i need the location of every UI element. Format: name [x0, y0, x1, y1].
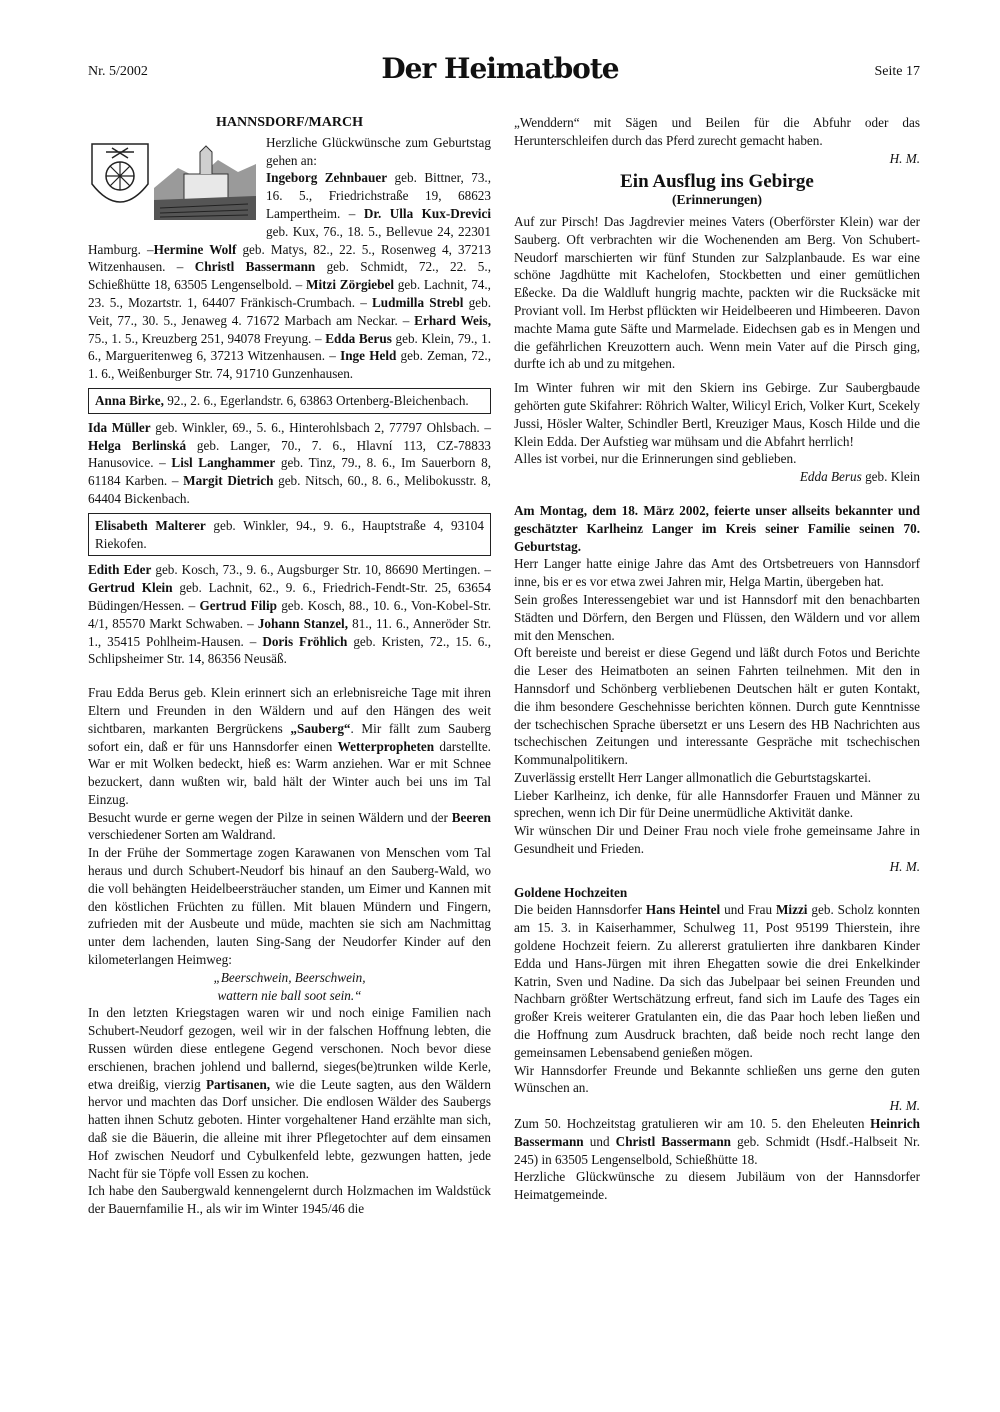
entry-text: darstellte. War er mit Wolken bedeckt, hieß es: Warm anziehen. War er mit Schnee bezuckert, dann wußten wir, bald hält der Winter auch bei uns im Tal Einzug. [88, 738, 491, 807]
birthday-paragraph-3: Oft bereiste und bereist er diese Gegend und läßt durch Fotos und Berichte die Leser des Heimatboten an seinen Fahrten teilnehmen. Mit den in Hannsdorf und Schönberg verbliebenen Deutschen hält er guten Kontakt, die ihm besondere Geschehnisse berichten können. Durch gute Kenntnisse der tschechischen Sprache übersetzt er uns Lesern des HB Nachrichten aus tschechischen Zeitungen und interessante Gespräche mit tschechischen Kommunalpolitikern. [514, 645, 920, 768]
entry-text: geb. Kux, 76., 18. 5., Bellevue 24, 22301 Hamburg. – [88, 223, 491, 257]
person-name: Heinrich Bassermann [514, 1116, 920, 1149]
entry-text: 92., 2. 6., Egerlandstr. 6, 63863 Ortenberg-Bleichenbach. [163, 392, 469, 408]
signature-hm-2: H. M. [889, 858, 920, 874]
masthead: Der Heimatbote [381, 52, 619, 85]
entry-text: wie die Leute sagten, aus den Wäldern hervor und machten das Dorf unsicher. Die endlosen Wälder des Saubergs hatten ihnen Schutz geboten. Hinter vorgehaltener Hand erzählte man sich, daß sie die Bäuerin, die alleine mit ihrer Pflegetochter auf dem einsamen Hof zwischen Neudorf und Cybulkenfeld lebte, gezwungen hatten, jede Nacht für sie Töpfe voll Essen zu kochen. [88, 1076, 491, 1181]
issue-number: Nr. 5/2002 [88, 64, 148, 79]
story-paragraph-3: In der Frühe der Sommertage zogen Karawanen von Menschen vom Tal heraus und durch Schubert-Neudorf bis hinauf an den Sauberg-Wald, wo die voll behängten Heidelbeersträucher standen, um Eimer und Kannen mit den köstlichen Früchten zu füllen. Mit blauen Mündern und Fingern, zufrieden mit der Ausbeute und müde, machten sie sich am Nachmittag unter dem lachenden, lauten Sing-Sang der Neudorfer Kinder auf den kilometerlangen Heimweg: [88, 845, 491, 968]
birthday-paragraph-6: Wir wünschen Dir und Deiner Frau noch viele frohe gemeinsame Jahre in Gesundheit und Frieden. [514, 823, 920, 857]
entry-text: verschiedener Sorten am Waldrand. [88, 827, 276, 843]
person-name: Gertrud Filip [199, 597, 277, 613]
gold-paragraph-2: Wir Hannsdorfer Freunde und Bekannte schließen uns gerne den guten Wünschen an. [514, 1062, 920, 1096]
person-name: Christl Bassermann [194, 259, 316, 275]
entry-text: geb. Kosch, 88., 10. 6., Von-Kobel-Str. 4/1, 85570 Markt Schwaben. – [88, 597, 491, 631]
entry-text: geb. Winkler, 94., 9. 6., Hauptstraße 4, 93104 Riekofen. [95, 517, 484, 551]
person-name: Ingeborg Zehnbauer [266, 170, 388, 186]
birthday-list-2 [88, 419, 491, 508]
trip-title: Ein Ausflug ins Gebirge [620, 171, 814, 193]
verse-line-1: „Beerschwein, Beerschwein, [213, 969, 366, 985]
entry-text: geb. Schmidt (Hsdf.-Halbseit Nr. 245) in 63505 Lengenselbold, Schießhütte 18. [514, 1133, 920, 1167]
person-name: Beeren [451, 809, 491, 825]
person-name: Ludmilla Strebl [372, 294, 464, 310]
entry-text: geb. Kristen, 72., 15. 6., Schlipsheimer Str. 14, 86356 Neusäß. [88, 633, 491, 667]
person-name: Erhard Weis, [414, 312, 491, 328]
intro-text: Herzliche Glückwünsche zum Geburtstag gehen an: [266, 134, 491, 168]
entry-text: Zum 50. Hochzeitstag gratulieren wir am 10. 5. den Eheleuten [514, 1116, 871, 1132]
gold-paragraph-1 [514, 901, 920, 1061]
person-name: Johann Stanzel, [257, 615, 349, 631]
story-paragraph-2 [88, 809, 491, 845]
entry-text: geb. Winkler, 69., 5. 6., Hinterohlsbach 2, 77797 Ohlsbach. – [150, 419, 491, 435]
signature-hm-1: H. M. [889, 150, 920, 166]
entry-text: und Frau [720, 902, 776, 918]
trip-paragraph-1: Auf zur Pirsch! Das Jagdrevier meines Vaters (Oberförster Klein) war der Sauberg. Oft verbrachten wir die Wochenenden am Berg. Von Schubert-Neudorf marschierten wir fünf Stunden zur Salzplanbaude. Es war eine schöne Jagdhütte mit Kachelofen, Stockbetten und einer gemütlichen Eßecke. Da die Waldluft hungrig machte, packten wir die Rucksäcke mit Proviant voll. Im Herbst pflückten wir Heidelbeeren und Himbeeren. Davon machte Mama gute Säfte und Marmelade. Eidechsen gab es in Mengen und die gefährlichen Kreuzottern auch. Wenn mein Vater auf die Pirsch ging, durfte ich ab und zu mitgehen. [514, 213, 920, 372]
entry-text: Frau Edda Berus geb. Klein erinnert sich an erlebnisreiche Tage mit ihren Eltern und Freunden in den Wäldern und auf den Hängen des weit sichtbaren, markanten Bergrückens [88, 685, 491, 736]
signature-hm-3: H. M. [889, 1098, 920, 1114]
trip-signature: Edda Berus geb. Klein [799, 469, 920, 485]
entry-text: geb. Nitsch, 60., 8. 6., Melibokusstr. 8, 64404 Bickenbach. [88, 473, 491, 506]
entry-text: geb. Matys, 82., 22. 5., Rosenweg 4, 37213 Witzenhausen. – [88, 241, 491, 275]
trip-paragraph-2: Im Winter fuhren wir mit den Skiern ins Gebirge. Zur Saubergbaude gehörten gute Skifahrer: Röhrich Walter, Wilicyl Erich, Volker Kurt, Scekely Jussi, Hösler Walter, Schindler Bertl, Kreuziger Maus, Kosch Hilde und die Klein Edda. Der Aufstieg war mühsam und die Abfahrt herrlich! [514, 380, 920, 449]
story-paragraph-1 [88, 684, 491, 809]
entry-text: und [583, 1133, 616, 1149]
verse-line-2: wattern nie ball soot sein.“ [217, 987, 362, 1003]
entry-text: geb. Zeman, 72., 1. 6., Weißenburger Str. 74, 91710 Gunzenhausen. [88, 348, 492, 382]
highlight-box-malterer [88, 513, 491, 557]
entry-text: geb. Lachnit, 74., 23. 5., Mozartstr. 1, 64407 Fränkisch-Crumbach. – [88, 277, 491, 310]
trip-paragraph-3: Alles ist vorbei, nur die Erinnerungen sind geblieben. [514, 451, 797, 467]
birthday-paragraph-5: Lieber Karlheinz, ich denke, für alle Hannsdorfer Frauen und Männer zu sprechen, wenn ich Dir für Deine unermüdliche Aktivität danke. [514, 787, 920, 821]
entry-text: 81., 11. 6., Anneröder Str. 1., 35415 Pohlheim-Hausen. – [88, 615, 491, 649]
person-name: Partisanen, [206, 1076, 271, 1092]
left-column [88, 114, 491, 1218]
person-name: Hans Heintel [645, 902, 721, 918]
entry-text: geb. Scholz konnten am 15. 3. in Kaiserhammer, Schulweg 11, Post 95199 Thierstein, ihre goldene Hochzeit feiern. Zu allererst gratulierten ihre dankbaren Kinder Edda und Hans-Jürgen mit ihren Ehegatten sowie die drei Enkelkinder Katrin, Sven und Nadine. Da sich das Jubelpaar bei seinen Freunden und Nachbarn größter Wertschätzung erfreut, fand sich im Laufe des Tages ein großer Kreis weiterer Gratulanten ein, die das Paar hoch leben ließen und die Hoffnung zum Ausdruck brachten, daß beide noch recht lange den gemeinsamen Lebensabend genießen mögen. [514, 902, 920, 1060]
story-paragraph-5: Ich habe den Saubergwald kennengelernt durch Holzmachen im Waldstück der Bauernfamilie H., als wir im Winter 1945/46 die [88, 1183, 491, 1217]
entry-text: geb. Tinz, 79., 8. 6., Im Sauerborn 8, 61184 Karben. – [88, 455, 491, 489]
person-name: Helga Berlinská [88, 437, 187, 453]
person-name: Gertrud Klein [88, 580, 173, 596]
entry-text: geb. Kosch, 73., 9. 6., Augsburger Str. 10, 86690 Mertingen. – [151, 562, 491, 578]
section-title: HANNSDORF/MARCH [216, 115, 363, 130]
person-name: Mitzi Zörgiebel [306, 277, 395, 293]
page-number: Seite 17 [874, 64, 920, 79]
person-name: Inge Held [340, 348, 397, 364]
birthday-headline: Am Montag, dem 18. März 2002, feierte unser allseits bekannter und geschätzter Karlheinz Langer im Kreis seiner Familie seinen 70. Geburtstag. [514, 502, 920, 554]
person-name: „Sauberg“ [290, 720, 351, 736]
story-paragraph-4 [88, 1004, 491, 1182]
coat-of-arms-and-village-image [88, 138, 258, 222]
entry-text: geb. Veit, 77., 30. 5., Jenaweg 4. 71672 Marbach am Neckar. – [88, 294, 491, 328]
person-name: Mizzi [775, 902, 808, 918]
gold-title: Goldene Hochzeiten [514, 884, 628, 900]
highlight-box-birke [88, 388, 491, 414]
entry-text: geb. Klein, 79., 1. 6., Margueritenweg 6, 37213 Witzenhausen. – [88, 330, 491, 364]
birthday-paragraph-4: Zuverlässig erstellt Herr Langer allmonatlich die Geburtstagskartei. [514, 769, 872, 785]
trip-subtitle: (Erinnerungen) [671, 192, 762, 208]
gold-paragraph-4: Herzliche Glückwünsche zu diesem Jubiläum von der Hannsdorfer Heimatgemeinde. [514, 1169, 920, 1203]
person-name: Edda Berus [325, 330, 392, 346]
birthday-paragraph-2: Sein großes Interessengebiet war und ist Hannsdorf mit den benachbarten Städten und Dörfern, den Bergen und Flüssen, den Wäldern und vor allem mit den Menschen. [514, 591, 920, 643]
person-name: Hermine Wolf [153, 241, 237, 257]
entry-text: geb. Bittner, 73., 16. 5., Friedrichstraße 19, 68623 Lampertheim. – [266, 170, 492, 221]
person-name: Ida Müller [88, 419, 151, 435]
entry-text: geb. Schmidt, 72., 22. 5., Schießhütte 18, 63505 Lengenselbold. – [88, 259, 491, 293]
church-building [184, 174, 228, 200]
entry-text: geb. Lachnit, 62., 9. 6., Friedrich-Fendt-Str. 25, 63654 Büdingen/Hessen. – [88, 580, 492, 613]
person-name: Edith Eder [88, 562, 152, 578]
person-name: Dr. Ulla Kux-Drevici [363, 205, 491, 221]
birthday-list-3 [88, 561, 491, 668]
entry-text: geb. Langer, 70., 7. 6., Hlavní 113, CZ-78833 Hanusovice. – [88, 437, 492, 471]
person-name: Wetterpropheten [337, 738, 435, 754]
person-name: Elisabeth Malterer [95, 517, 206, 533]
person-name: Lisl Langhammer [171, 455, 276, 471]
person-name: Christl Bassermann [615, 1133, 731, 1149]
entry-text: 75., 1. 5., Kreuzberg 251, 94078 Freyung. – [88, 330, 326, 346]
gold-paragraph-3 [514, 1115, 920, 1168]
entry-text: Die beiden Hannsdorfer [514, 902, 646, 918]
right-column [514, 114, 920, 1204]
entry-text: In den letzten Kriegstagen waren wir und noch einige Familien nach Schubert-Neudorf gezogen, weil wir in der falschen Hoffnung lebten, die Russen würden diese entlegene Gegend verschonen. Noch bevor diese erschienen, brachen johlend und ballernd, sieges(be)trunken wilde Kerle, etwa dreißig, vierzig [88, 1005, 491, 1092]
entry-text: Besucht wurde er gerne wegen der Pilze in seinen Wäldern und der [88, 809, 452, 825]
person-name: Anna Birke, [95, 392, 164, 408]
birthday-paragraph-1: Herr Langer hatte einige Jahre das Amt des Ortsbetreuers von Hannsdorf inne, bis er es vor etwa zwei Jahren mir, Helga Martin, übergeben hat. [514, 556, 920, 590]
person-name: Margit Dietrich [183, 473, 274, 489]
person-name: Doris Fröhlich [262, 633, 348, 649]
continuation-text: „Wenddern“ mit Sägen und Beilen für die Abfuhr oder das Herunterschleifen durch das Pferd zurecht gemacht haben. [514, 115, 920, 148]
entry-text: . Mir fällt zum Sauberg sofort ein, daß er für uns Hannsdorfer einen [88, 720, 491, 754]
